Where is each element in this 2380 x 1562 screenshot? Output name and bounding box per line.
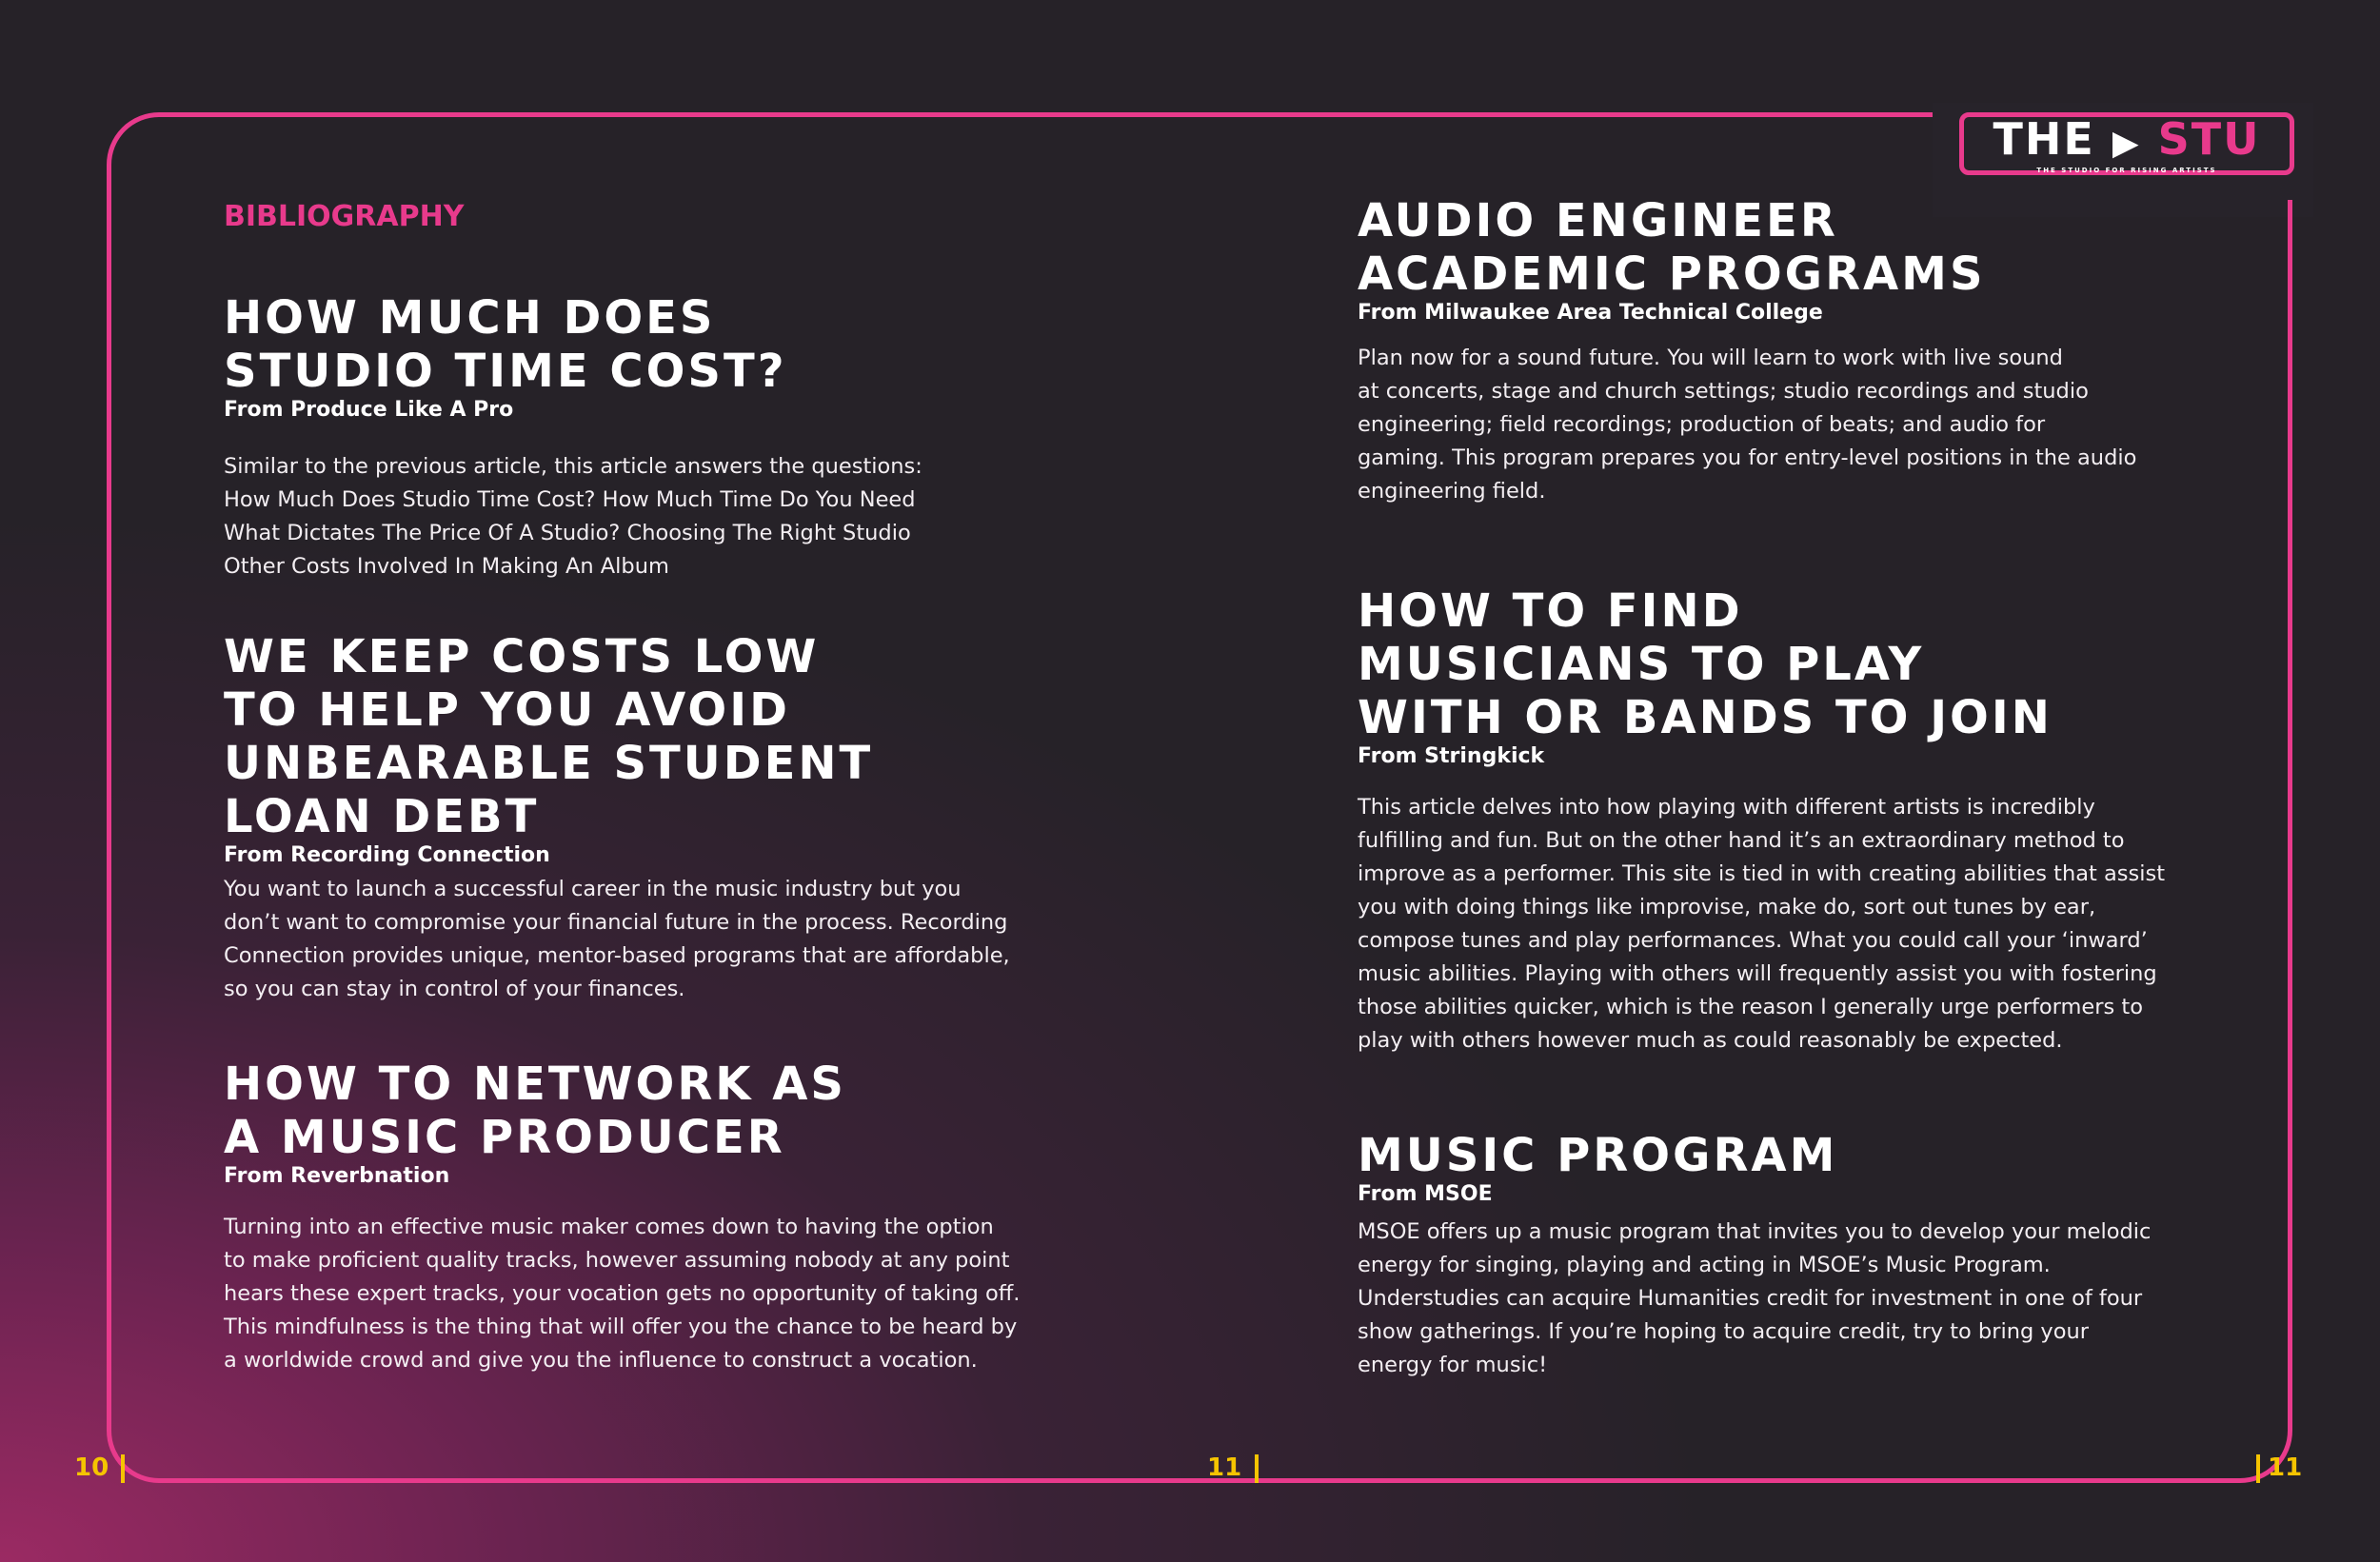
- entry-find-musicians: [1358, 584, 2214, 1058]
- entry-network-producer: [224, 1058, 1081, 1377]
- page-number-right-bar: [2256, 1454, 2260, 1483]
- entry-keep-costs-low: [224, 630, 1081, 1006]
- logo-tagline: THE STUDIO FOR RISING ARTISTS: [2036, 167, 2217, 174]
- entry-source: From Produce Like A Pro: [224, 398, 514, 422]
- entry-body: Similar to the previous article, this article answers the questions: How Much Does Studio Time Cost? How Much Time Do You Need What Dictates The Price Of A Studio? Choosing The Right Studio Other Costs Involved In Making An Album: [224, 454, 922, 579]
- entry-title: AUDIO ENGINEER ACADEMIC PROGRAMS: [1358, 194, 1986, 301]
- entry-body: Turning into an effective music maker comes down to having the option to make proficient quality tracks, however assuming nobody at any point hears these expert tracks, your vocation gets no opportunity of taking off. This mindfulness is the thing that will offer you the chance to be heard by a worldwide crowd and give you the influence to construct a vocation.: [224, 1215, 1021, 1373]
- entry-body: Plan now for a sound future. You will learn to work with live sound at concerts, stage and church settings; studio recordings and studio engineering; field recordings; production of beats; and audio for gaming. This program prepares you for entry-level positions in the audio engineering field.: [1358, 346, 2137, 504]
- entry-music-program: [1358, 1129, 2214, 1382]
- entry-source: From MSOE: [1358, 1182, 1493, 1206]
- page-number-middle: 11: [1207, 1453, 1242, 1482]
- page-number-left-bar: [121, 1454, 125, 1483]
- entry-source: From Reverbnation: [224, 1164, 450, 1188]
- entry-studio-time-cost: [224, 291, 1081, 583]
- entry-source: From Recording Connection: [224, 843, 550, 867]
- section-label: BIBLIOGRAPHY: [224, 200, 465, 233]
- entry-body: You want to launch a successful career in the music industry but you don’t want to compromise your financial future in the process. Recording Connection provides unique, mentor-based programs that are affordable, so you can stay in control of your finances.: [224, 877, 1010, 1001]
- entry-audio-engineer: [1358, 194, 2214, 508]
- entry-title: WE KEEP COSTS LOW TO HELP YOU AVOID UNBEARABLE STUDENT LOAN DEBT: [224, 630, 874, 843]
- entry-source: From Milwaukee Area Technical College: [1358, 301, 1823, 325]
- entry-title: MUSIC PROGRAM: [1358, 1129, 1838, 1182]
- entry-title: HOW MUCH DOES STUDIO TIME COST?: [224, 291, 787, 398]
- logo-stu: STU: [2157, 113, 2261, 165]
- entry-title: HOW TO NETWORK AS A MUSIC PRODUCER: [224, 1058, 846, 1164]
- left-column: [224, 200, 1081, 233]
- play-icon: ▶: [2112, 124, 2141, 163]
- frame-right-edge: [2288, 200, 2292, 1428]
- logo-the: THE: [1993, 113, 2095, 165]
- entry-body: This article delves into how playing with different artists is incredibly fulfilling and fun. But on the other hand it’s an extraordinary method to improve as a performer. This site is tied in with creating abilities that assist you with doing things like improvise, make do, sort out tunes by ear, compose tunes and play performances. What you could call your ‘inward’ music abilities. Playing with others will frequently assist you with fostering those abilities quicker, which is the reason I generally urge performers to play with others however much as could reasonably be expected.: [1358, 795, 2166, 1053]
- entry-title: HOW TO FIND MUSICIANS TO PLAY WITH OR BANDS TO JOIN: [1358, 584, 2053, 744]
- entry-body: MSOE offers up a music program that invites you to develop your melodic energy for singing, playing and acting in MSOE’s Music Program. Understudies can acquire Humanities credit for investment in one of four show gatherings. If you’re hoping to acquire credit, try to bring your energy for music!: [1358, 1219, 2152, 1377]
- page-number-right: 11: [2268, 1453, 2303, 1482]
- entry-source: From Stringkick: [1358, 744, 1545, 768]
- page-number-middle-bar: [1255, 1454, 1259, 1483]
- logo-wordmark: [1993, 113, 2261, 165]
- page-number-left: 10: [74, 1453, 109, 1482]
